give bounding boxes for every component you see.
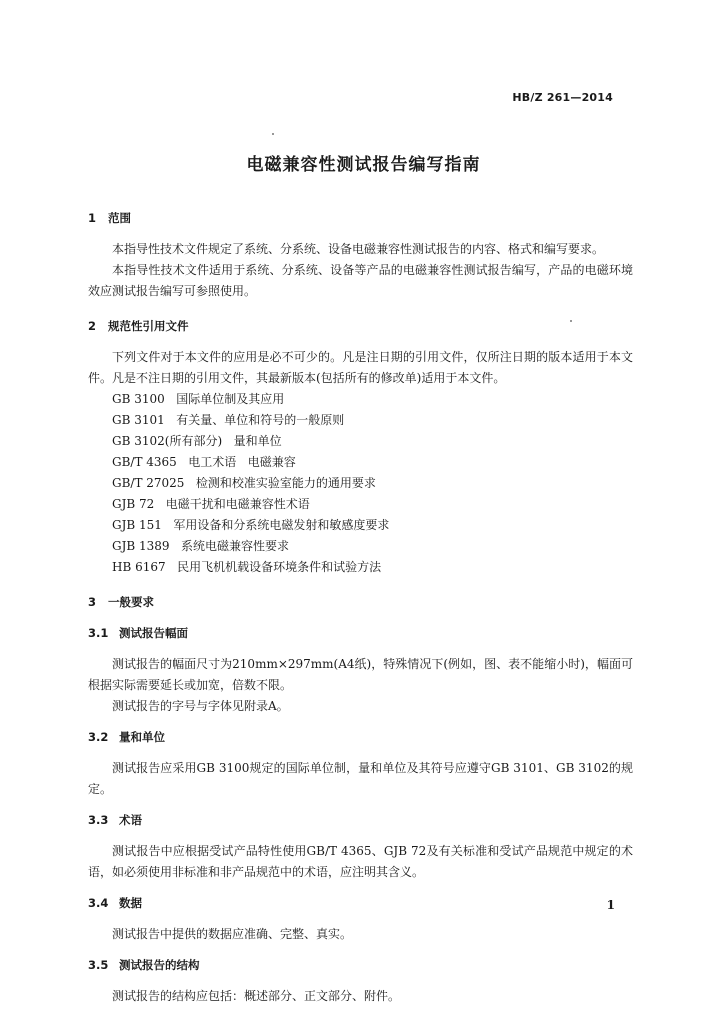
paragraph: 测试报告中提供的数据应准确、完整、真实。 [112,927,353,941]
section-title: 规范性引用文件 [108,319,189,333]
paragraph: 测试报告应采用GB 3100规定的国际单位制，量和单位及其符号应遵守GB 3101、GB 3102的规定。 [88,761,633,796]
reference-item: GB/T 4365 电工术语 电磁兼容 [112,455,296,469]
reference-item: GJB 72 电磁干扰和电磁兼容性术语 [112,497,310,511]
paragraph: 测试报告的幅面尺寸为210mm×297mm(A4纸)，特殊情况下(例如，图、表不能缩小时)，幅面可根据实际需要延长或加宽，倍数不限。 [88,657,633,692]
reference-item: GB 3102(所有部分) 量和单位 [112,434,282,448]
subsection-3-5-heading [88,955,633,976]
subsection-title: 数据 [119,896,142,910]
section-number: 3 [88,595,97,609]
paragraph: 测试报告的结构应包括：概述部分、正文部分、附件。 [112,989,401,1003]
section-1-heading [88,208,633,229]
standard-code: HB/Z 261—2014 [512,91,613,104]
document-title: 电磁兼容性测试报告编写指南 [246,155,481,175]
section-number: 1 [88,211,97,225]
section-title: 范围 [108,211,131,225]
section-3-heading [88,592,633,613]
subsection-title: 术语 [119,813,142,827]
scan-speck [570,320,572,322]
subsection-3-1-heading [88,623,633,644]
reference-item: GJB 151 军用设备和分系统电磁发射和敏感度要求 [112,518,390,532]
subsection-number: 3.5 [88,958,109,972]
reference-item: HB 6167 民用飞机机载设备环境条件和试验方法 [112,560,382,574]
page-number: 1 [606,898,615,912]
section-2-heading [88,316,633,337]
subsection-title: 量和单位 [119,730,165,744]
paragraph: 本指导性技术文件适用于系统、分系统、设备等产品的电磁兼容性测试报告编写，产品的电磁环境效应测试报告编写可参照使用。 [88,263,633,298]
subsection-3-4-heading [88,893,633,914]
subsection-title: 测试报告幅面 [119,626,188,640]
scan-speck [272,133,274,135]
paragraph: 测试报告中应根据受试产品特性使用GB/T 4365、GJB 72及有关标准和受试产品规范中规定的术语，如必须使用非标准和非产品规范中的术语，应注明其含义。 [88,844,633,879]
reference-item: GB/T 27025 检测和校准实验室能力的通用要求 [112,476,376,490]
subsection-number: 3.2 [88,730,109,744]
subsection-number: 3.1 [88,626,109,640]
paragraph: 测试报告的字号与字体见附录A。 [112,699,289,713]
reference-item: GJB 1389 系统电磁兼容性要求 [112,539,290,553]
section-number: 2 [88,319,97,333]
document-body [88,208,633,1007]
reference-item: GB 3100 国际单位制及其应用 [112,392,285,406]
paragraph: 本指导性技术文件规定了系统、分系统、设备电磁兼容性测试报告的内容、格式和编写要求。 [112,242,605,256]
reference-item: GB 3101 有关量、单位和符号的一般原则 [112,413,345,427]
subsection-3-2-heading [88,727,633,748]
subsection-number: 3.4 [88,896,109,910]
subsection-title: 测试报告的结构 [119,958,200,972]
paragraph: 下列文件对于本文件的应用是必不可少的。凡是注日期的引用文件，仅所注日期的版本适用于本文件。凡是不注日期的引用文件，其最新版本(包括所有的修改单)适用于本文件。 [88,350,633,385]
section-title: 一般要求 [108,595,154,609]
subsection-3-3-heading [88,810,633,831]
subsection-number: 3.3 [88,813,109,827]
